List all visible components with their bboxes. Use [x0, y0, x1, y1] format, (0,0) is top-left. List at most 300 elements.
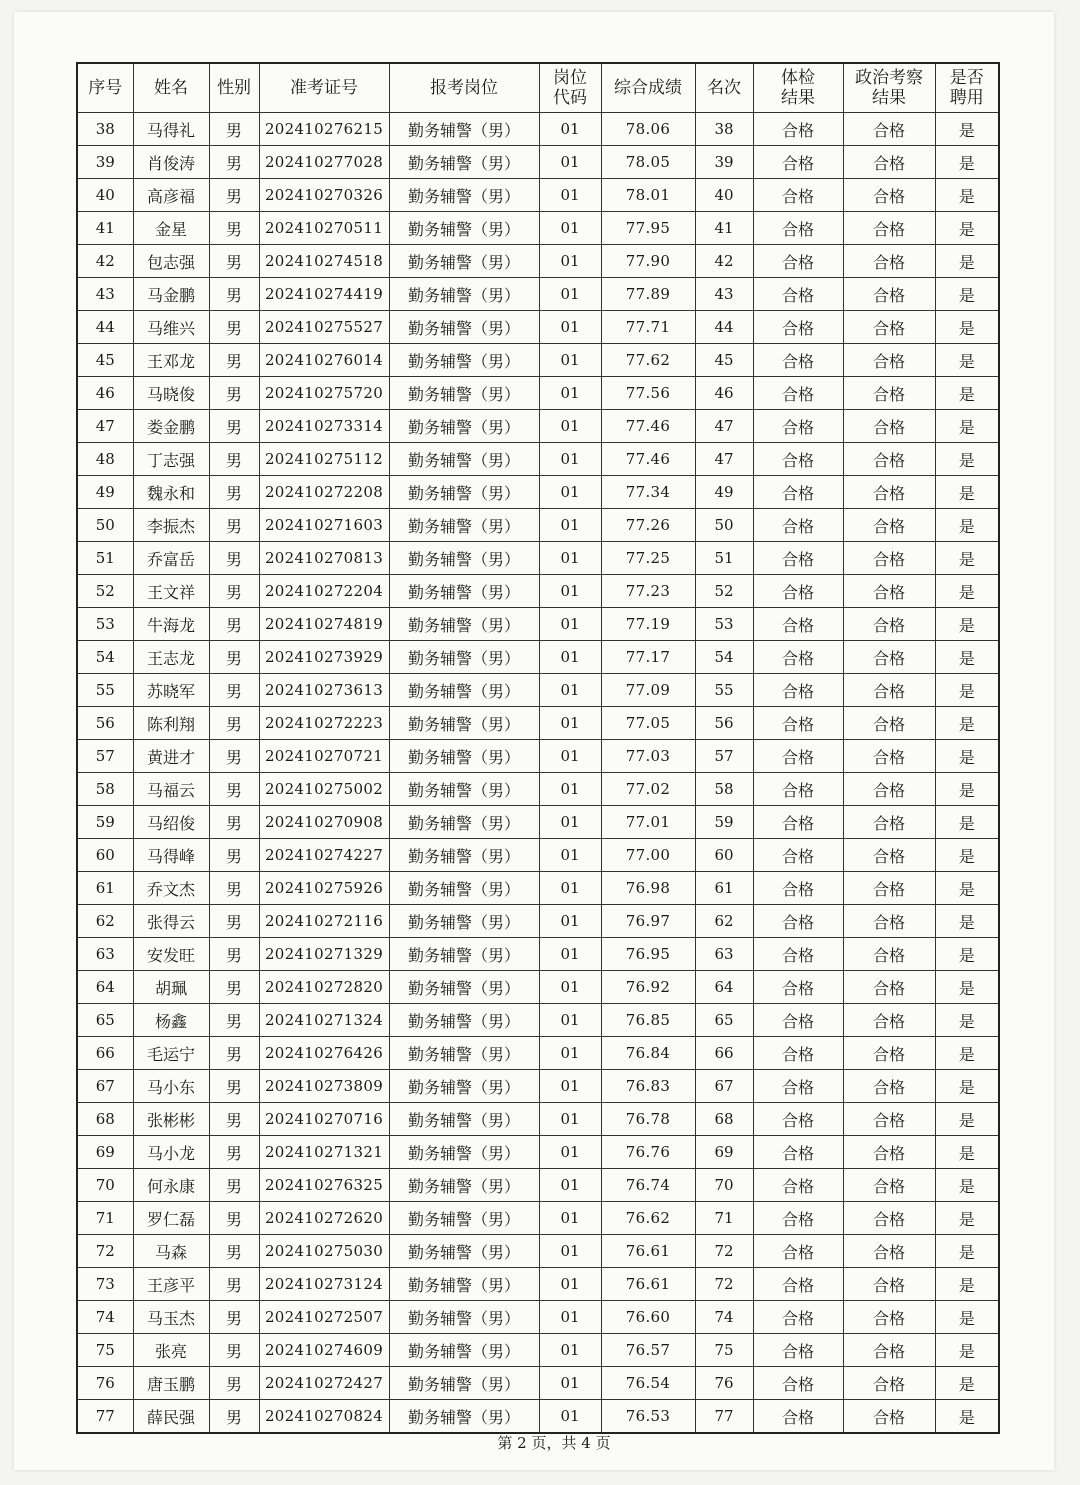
cell-score: 76.83: [601, 1070, 695, 1103]
cell-name: 苏晓军: [133, 674, 209, 707]
cell-physical: 合格: [753, 1037, 843, 1070]
cell-political: 合格: [843, 377, 935, 410]
cell-gender: 男: [209, 179, 259, 212]
cell-gender: 男: [209, 212, 259, 245]
cell-hired: 是: [935, 971, 999, 1004]
cell-score: 77.90: [601, 245, 695, 278]
cell-code: 01: [539, 1367, 601, 1400]
results-table: [76, 62, 1000, 1434]
cell-rank: 54: [695, 641, 753, 674]
cell-rank: 72: [695, 1268, 753, 1301]
cell-post: 勤务辅警（男）: [389, 509, 539, 542]
cell-physical: 合格: [753, 740, 843, 773]
cell-code: 01: [539, 740, 601, 773]
cell-seq: 48: [77, 443, 133, 476]
cell-rank: 38: [695, 113, 753, 146]
cell-physical: 合格: [753, 377, 843, 410]
cell-political: 合格: [843, 740, 935, 773]
cell-ticket: 202410270824: [259, 1400, 389, 1434]
table-row: [77, 1268, 999, 1301]
cell-post: 勤务辅警（男）: [389, 1070, 539, 1103]
cell-gender: 男: [209, 674, 259, 707]
cell-gender: 男: [209, 1400, 259, 1434]
cell-political: 合格: [843, 311, 935, 344]
cell-seq: 72: [77, 1235, 133, 1268]
table-row: [77, 1202, 999, 1235]
cell-hired: 是: [935, 344, 999, 377]
cell-hired: 是: [935, 1235, 999, 1268]
cell-gender: 男: [209, 575, 259, 608]
cell-seq: 69: [77, 1136, 133, 1169]
cell-ticket: 202410274819: [259, 608, 389, 641]
cell-score: 77.23: [601, 575, 695, 608]
cell-gender: 男: [209, 872, 259, 905]
cell-code: 01: [539, 1004, 601, 1037]
cell-seq: 74: [77, 1301, 133, 1334]
cell-gender: 男: [209, 938, 259, 971]
table-row: [77, 905, 999, 938]
cell-name: 马小东: [133, 1070, 209, 1103]
cell-ticket: 202410276014: [259, 344, 389, 377]
cell-political: 合格: [843, 1268, 935, 1301]
cell-name: 丁志强: [133, 443, 209, 476]
cell-gender: 男: [209, 1367, 259, 1400]
header-score: 综合成绩: [601, 63, 695, 113]
cell-gender: 男: [209, 1268, 259, 1301]
cell-name: 包志强: [133, 245, 209, 278]
cell-rank: 60: [695, 839, 753, 872]
cell-post: 勤务辅警（男）: [389, 476, 539, 509]
cell-post: 勤务辅警（男）: [389, 443, 539, 476]
cell-hired: 是: [935, 311, 999, 344]
header-political: 政治考察 结果: [843, 63, 935, 113]
cell-rank: 55: [695, 674, 753, 707]
cell-seq: 47: [77, 410, 133, 443]
cell-rank: 77: [695, 1400, 753, 1434]
cell-political: 合格: [843, 938, 935, 971]
cell-code: 01: [539, 1268, 601, 1301]
cell-political: 合格: [843, 641, 935, 674]
cell-political: 合格: [843, 212, 935, 245]
cell-hired: 是: [935, 377, 999, 410]
cell-hired: 是: [935, 575, 999, 608]
cell-hired: 是: [935, 740, 999, 773]
cell-rank: 56: [695, 707, 753, 740]
cell-name: 陈利翔: [133, 707, 209, 740]
cell-seq: 56: [77, 707, 133, 740]
cell-name: 魏永和: [133, 476, 209, 509]
cell-post: 勤务辅警（男）: [389, 707, 539, 740]
cell-code: 01: [539, 1070, 601, 1103]
table-row: [77, 410, 999, 443]
cell-name: 张亮: [133, 1334, 209, 1367]
cell-post: 勤务辅警（男）: [389, 212, 539, 245]
header-hired: 是否 聘用: [935, 63, 999, 113]
table-row: [77, 509, 999, 542]
cell-gender: 男: [209, 542, 259, 575]
cell-gender: 男: [209, 146, 259, 179]
cell-physical: 合格: [753, 905, 843, 938]
cell-post: 勤务辅警（男）: [389, 575, 539, 608]
cell-gender: 男: [209, 608, 259, 641]
table-row: [77, 971, 999, 1004]
cell-post: 勤务辅警（男）: [389, 146, 539, 179]
cell-seq: 43: [77, 278, 133, 311]
cell-physical: 合格: [753, 707, 843, 740]
cell-rank: 58: [695, 773, 753, 806]
cell-seq: 77: [77, 1400, 133, 1434]
cell-score: 77.19: [601, 608, 695, 641]
cell-code: 01: [539, 1136, 601, 1169]
cell-score: 78.05: [601, 146, 695, 179]
cell-gender: 男: [209, 839, 259, 872]
cell-code: 01: [539, 1037, 601, 1070]
cell-rank: 61: [695, 872, 753, 905]
cell-hired: 是: [935, 938, 999, 971]
cell-seq: 57: [77, 740, 133, 773]
cell-post: 勤务辅警（男）: [389, 1367, 539, 1400]
header-code: 岗位 代码: [539, 63, 601, 113]
cell-rank: 50: [695, 509, 753, 542]
table-body: [77, 113, 999, 1434]
cell-physical: 合格: [753, 542, 843, 575]
cell-post: 勤务辅警（男）: [389, 1268, 539, 1301]
cell-ticket: 202410275112: [259, 443, 389, 476]
cell-hired: 是: [935, 179, 999, 212]
cell-seq: 76: [77, 1367, 133, 1400]
cell-code: 01: [539, 476, 601, 509]
cell-post: 勤务辅警（男）: [389, 1334, 539, 1367]
cell-name: 乔富岳: [133, 542, 209, 575]
cell-physical: 合格: [753, 1169, 843, 1202]
cell-name: 金星: [133, 212, 209, 245]
cell-gender: 男: [209, 344, 259, 377]
cell-name: 安发旺: [133, 938, 209, 971]
cell-post: 勤务辅警（男）: [389, 839, 539, 872]
cell-ticket: 202410272820: [259, 971, 389, 1004]
cell-ticket: 202410271329: [259, 938, 389, 971]
cell-name: 马小龙: [133, 1136, 209, 1169]
cell-hired: 是: [935, 146, 999, 179]
cell-rank: 59: [695, 806, 753, 839]
cell-seq: 46: [77, 377, 133, 410]
cell-hired: 是: [935, 608, 999, 641]
cell-rank: 51: [695, 542, 753, 575]
cell-post: 勤务辅警（男）: [389, 311, 539, 344]
table-row: [77, 245, 999, 278]
cell-score: 77.26: [601, 509, 695, 542]
table-row: [77, 674, 999, 707]
cell-score: 77.71: [601, 311, 695, 344]
cell-score: 77.46: [601, 443, 695, 476]
cell-physical: 合格: [753, 179, 843, 212]
cell-score: 77.03: [601, 740, 695, 773]
cell-physical: 合格: [753, 443, 843, 476]
cell-ticket: 202410276426: [259, 1037, 389, 1070]
cell-seq: 40: [77, 179, 133, 212]
cell-physical: 合格: [753, 1334, 843, 1367]
cell-hired: 是: [935, 872, 999, 905]
cell-physical: 合格: [753, 278, 843, 311]
cell-name: 杨鑫: [133, 1004, 209, 1037]
cell-rank: 47: [695, 410, 753, 443]
cell-physical: 合格: [753, 1202, 843, 1235]
cell-seq: 59: [77, 806, 133, 839]
cell-code: 01: [539, 839, 601, 872]
cell-score: 76.78: [601, 1103, 695, 1136]
cell-code: 01: [539, 773, 601, 806]
cell-score: 76.76: [601, 1136, 695, 1169]
cell-seq: 60: [77, 839, 133, 872]
table-row: [77, 344, 999, 377]
cell-name: 张彬彬: [133, 1103, 209, 1136]
cell-ticket: 202410275720: [259, 377, 389, 410]
cell-hired: 是: [935, 1301, 999, 1334]
cell-code: 01: [539, 1202, 601, 1235]
cell-ticket: 202410271321: [259, 1136, 389, 1169]
cell-political: 合格: [843, 1334, 935, 1367]
header-gender: 性别: [209, 63, 259, 113]
cell-physical: 合格: [753, 146, 843, 179]
cell-ticket: 202410274227: [259, 839, 389, 872]
cell-ticket: 202410274609: [259, 1334, 389, 1367]
cell-post: 勤务辅警（男）: [389, 1136, 539, 1169]
cell-hired: 是: [935, 839, 999, 872]
cell-gender: 男: [209, 311, 259, 344]
cell-name: 娄金鹏: [133, 410, 209, 443]
cell-post: 勤务辅警（男）: [389, 1235, 539, 1268]
cell-name: 薛民强: [133, 1400, 209, 1434]
cell-physical: 合格: [753, 872, 843, 905]
cell-name: 马玉杰: [133, 1301, 209, 1334]
cell-name: 罗仁磊: [133, 1202, 209, 1235]
cell-seq: 41: [77, 212, 133, 245]
cell-political: 合格: [843, 410, 935, 443]
cell-ticket: 202410275527: [259, 311, 389, 344]
table-row: [77, 443, 999, 476]
cell-seq: 68: [77, 1103, 133, 1136]
cell-physical: 合格: [753, 1070, 843, 1103]
cell-name: 王邓龙: [133, 344, 209, 377]
table-row: [77, 1235, 999, 1268]
cell-ticket: 202410273929: [259, 641, 389, 674]
cell-score: 76.97: [601, 905, 695, 938]
cell-seq: 64: [77, 971, 133, 1004]
cell-score: 76.61: [601, 1268, 695, 1301]
cell-code: 01: [539, 641, 601, 674]
cell-score: 76.61: [601, 1235, 695, 1268]
cell-physical: 合格: [753, 575, 843, 608]
cell-political: 合格: [843, 1169, 935, 1202]
cell-ticket: 202410277028: [259, 146, 389, 179]
cell-score: 77.17: [601, 641, 695, 674]
table-row: [77, 1169, 999, 1202]
cell-seq: 61: [77, 872, 133, 905]
table-row: [77, 1037, 999, 1070]
cell-physical: 合格: [753, 1103, 843, 1136]
cell-hired: 是: [935, 410, 999, 443]
cell-code: 01: [539, 674, 601, 707]
cell-post: 勤务辅警（男）: [389, 410, 539, 443]
cell-post: 勤务辅警（男）: [389, 377, 539, 410]
cell-ticket: 202410275926: [259, 872, 389, 905]
cell-ticket: 202410270721: [259, 740, 389, 773]
cell-hired: 是: [935, 476, 999, 509]
cell-political: 合格: [843, 905, 935, 938]
cell-hired: 是: [935, 1103, 999, 1136]
cell-code: 01: [539, 1334, 601, 1367]
cell-gender: 男: [209, 1235, 259, 1268]
cell-name: 马福云: [133, 773, 209, 806]
cell-rank: 65: [695, 1004, 753, 1037]
cell-political: 合格: [843, 113, 935, 146]
cell-rank: 39: [695, 146, 753, 179]
cell-ticket: 202410272427: [259, 1367, 389, 1400]
cell-gender: 男: [209, 1037, 259, 1070]
cell-political: 合格: [843, 872, 935, 905]
table-row: [77, 1136, 999, 1169]
table-row: [77, 608, 999, 641]
table-row: [77, 146, 999, 179]
cell-political: 合格: [843, 443, 935, 476]
cell-name: 唐玉鹏: [133, 1367, 209, 1400]
cell-score: 77.56: [601, 377, 695, 410]
cell-rank: 69: [695, 1136, 753, 1169]
cell-post: 勤务辅警（男）: [389, 641, 539, 674]
cell-seq: 73: [77, 1268, 133, 1301]
cell-hired: 是: [935, 905, 999, 938]
cell-rank: 64: [695, 971, 753, 1004]
cell-political: 合格: [843, 1136, 935, 1169]
cell-post: 勤务辅警（男）: [389, 1301, 539, 1334]
cell-rank: 72: [695, 1235, 753, 1268]
cell-political: 合格: [843, 1235, 935, 1268]
cell-political: 合格: [843, 1367, 935, 1400]
cell-hired: 是: [935, 1400, 999, 1434]
cell-rank: 70: [695, 1169, 753, 1202]
cell-political: 合格: [843, 542, 935, 575]
cell-seq: 44: [77, 311, 133, 344]
table-row: [77, 1004, 999, 1037]
cell-physical: 合格: [753, 344, 843, 377]
table-row: [77, 872, 999, 905]
cell-post: 勤务辅警（男）: [389, 971, 539, 1004]
cell-rank: 52: [695, 575, 753, 608]
cell-ticket: 202410274419: [259, 278, 389, 311]
cell-political: 合格: [843, 146, 935, 179]
cell-rank: 47: [695, 443, 753, 476]
cell-post: 勤务辅警（男）: [389, 1037, 539, 1070]
cell-rank: 40: [695, 179, 753, 212]
cell-gender: 男: [209, 905, 259, 938]
cell-physical: 合格: [753, 641, 843, 674]
cell-post: 勤务辅警（男）: [389, 1169, 539, 1202]
cell-ticket: 202410270511: [259, 212, 389, 245]
cell-code: 01: [539, 542, 601, 575]
cell-ticket: 202410272208: [259, 476, 389, 509]
cell-rank: 71: [695, 1202, 753, 1235]
cell-hired: 是: [935, 674, 999, 707]
cell-name: 牛海龙: [133, 608, 209, 641]
cell-gender: 男: [209, 1136, 259, 1169]
cell-name: 何永康: [133, 1169, 209, 1202]
cell-gender: 男: [209, 1070, 259, 1103]
cell-score: 77.46: [601, 410, 695, 443]
cell-rank: 41: [695, 212, 753, 245]
cell-gender: 男: [209, 1004, 259, 1037]
cell-score: 76.57: [601, 1334, 695, 1367]
cell-score: 77.01: [601, 806, 695, 839]
cell-code: 01: [539, 311, 601, 344]
table-row: [77, 938, 999, 971]
cell-score: 76.95: [601, 938, 695, 971]
cell-gender: 男: [209, 443, 259, 476]
cell-seq: 58: [77, 773, 133, 806]
cell-rank: 46: [695, 377, 753, 410]
table-row: [77, 113, 999, 146]
cell-physical: 合格: [753, 608, 843, 641]
cell-seq: 50: [77, 509, 133, 542]
cell-hired: 是: [935, 212, 999, 245]
cell-code: 01: [539, 905, 601, 938]
cell-code: 01: [539, 509, 601, 542]
cell-political: 合格: [843, 608, 935, 641]
cell-political: 合格: [843, 707, 935, 740]
header-seq: 序号: [77, 63, 133, 113]
cell-name: 毛运宁: [133, 1037, 209, 1070]
cell-code: 01: [539, 1169, 601, 1202]
cell-gender: 男: [209, 476, 259, 509]
table-row: [77, 641, 999, 674]
table-row: [77, 1367, 999, 1400]
cell-post: 勤务辅警（男）: [389, 113, 539, 146]
cell-name: 马森: [133, 1235, 209, 1268]
cell-code: 01: [539, 575, 601, 608]
cell-hired: 是: [935, 542, 999, 575]
cell-name: 肖俊涛: [133, 146, 209, 179]
cell-code: 01: [539, 410, 601, 443]
cell-hired: 是: [935, 1202, 999, 1235]
cell-hired: 是: [935, 1136, 999, 1169]
table-row: [77, 707, 999, 740]
cell-score: 77.95: [601, 212, 695, 245]
cell-political: 合格: [843, 971, 935, 1004]
cell-seq: 71: [77, 1202, 133, 1235]
cell-hired: 是: [935, 773, 999, 806]
table-row: [77, 806, 999, 839]
cell-ticket: 202410270908: [259, 806, 389, 839]
cell-physical: 合格: [753, 212, 843, 245]
table-row: [77, 179, 999, 212]
cell-ticket: 202410273314: [259, 410, 389, 443]
cell-gender: 男: [209, 509, 259, 542]
cell-ticket: 202410276215: [259, 113, 389, 146]
cell-hired: 是: [935, 1037, 999, 1070]
cell-seq: 55: [77, 674, 133, 707]
cell-political: 合格: [843, 1004, 935, 1037]
cell-rank: 43: [695, 278, 753, 311]
cell-post: 勤务辅警（男）: [389, 905, 539, 938]
cell-post: 勤务辅警（男）: [389, 938, 539, 971]
cell-score: 77.09: [601, 674, 695, 707]
cell-rank: 74: [695, 1301, 753, 1334]
cell-political: 合格: [843, 509, 935, 542]
cell-political: 合格: [843, 1301, 935, 1334]
cell-political: 合格: [843, 1070, 935, 1103]
cell-seq: 51: [77, 542, 133, 575]
cell-score: 78.06: [601, 113, 695, 146]
cell-ticket: 202410275002: [259, 773, 389, 806]
